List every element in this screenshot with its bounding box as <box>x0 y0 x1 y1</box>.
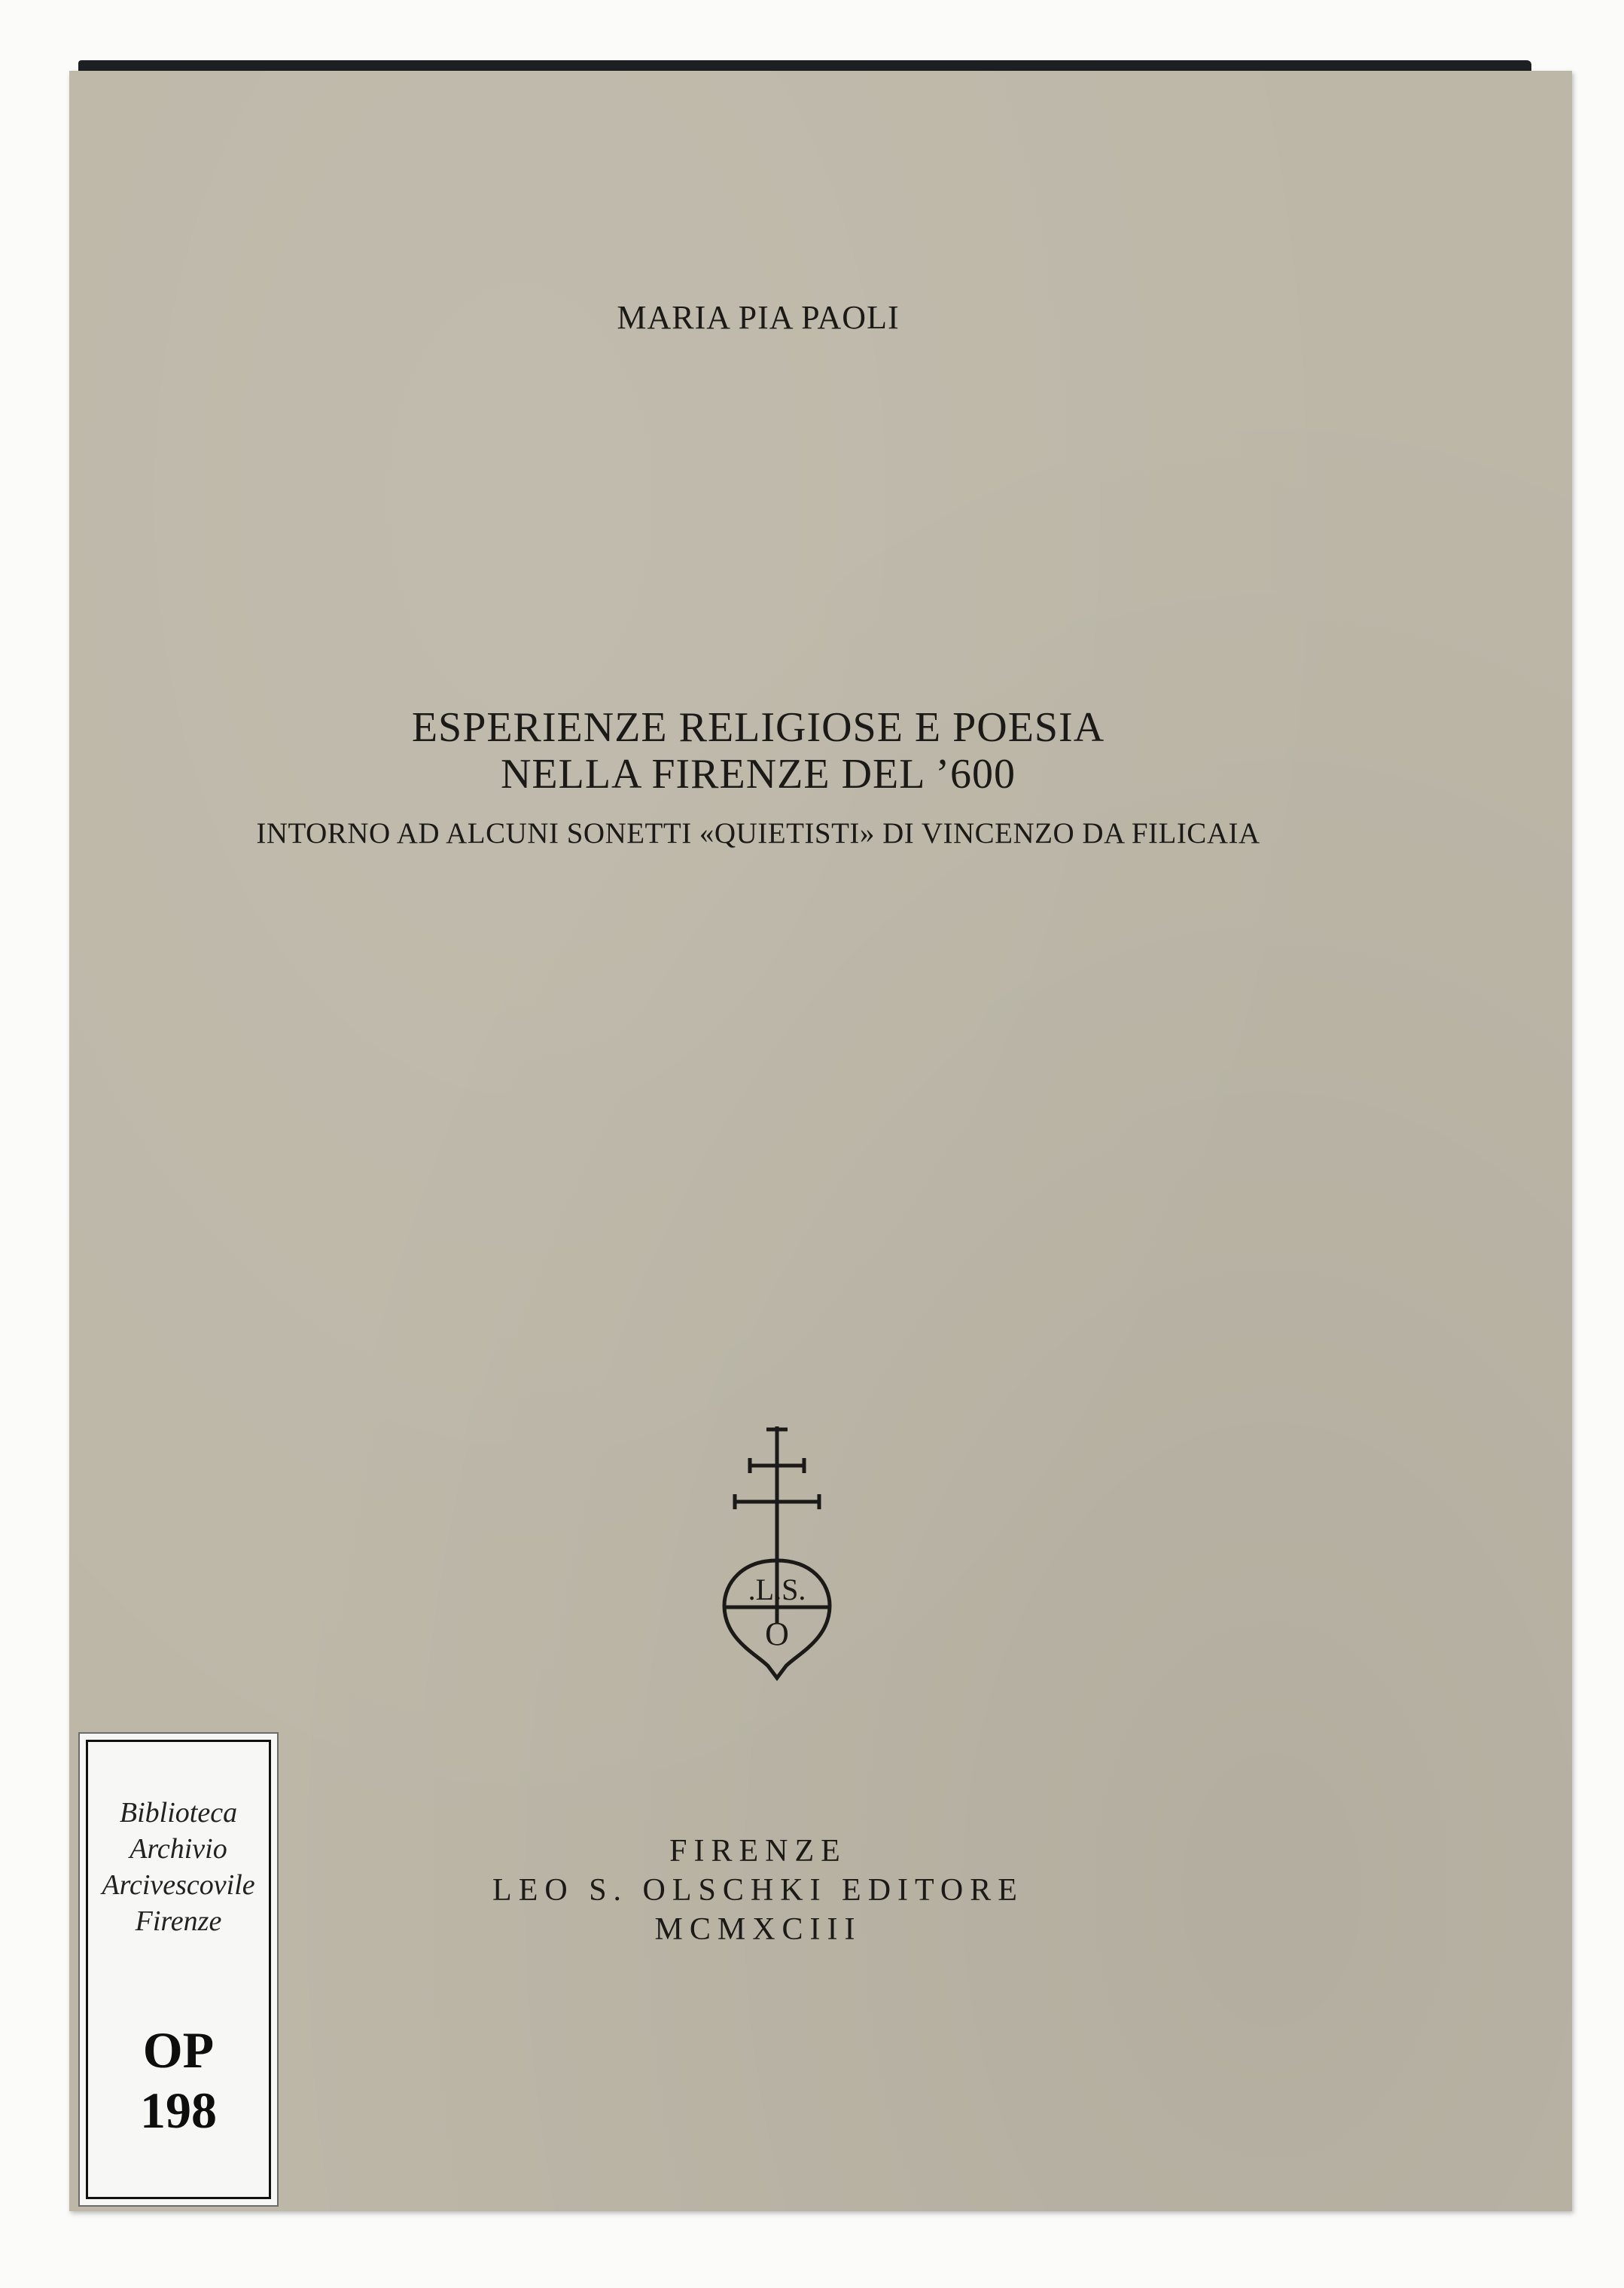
author-name: MARIA PIA PAOLI <box>617 299 900 336</box>
book-cover <box>69 71 1572 2211</box>
library-label-line: Firenze <box>135 1905 222 1937</box>
library-label-line: Biblioteca <box>119 1797 238 1829</box>
mark-letters-top: .L.S. <box>748 1573 806 1606</box>
call-number-prefix: OP <box>142 2021 215 2079</box>
library-label-line: Archivio <box>129 1833 227 1865</box>
imprint-year: MCMXCIII <box>654 1912 862 1947</box>
cross-orb-printer-mark-icon <box>717 1426 837 1743</box>
subtitle: INTORNO AD ALCUNI SONETTI «QUIETISTI» DI VINCENZO DA FILICAIA <box>256 817 1260 850</box>
library-label-border <box>86 1740 271 2199</box>
title-line-2: NELLA FIRENZE DEL ’600 <box>500 751 1016 798</box>
library-label-line: Arcivescovile <box>102 1869 255 1901</box>
imprint-city: FIRENZE <box>669 1834 847 1869</box>
call-number-value: 198 <box>140 2082 217 2139</box>
title-line-1: ESPERIENZE RELIGIOSE E POESIA <box>411 704 1105 751</box>
imprint-publisher: LEO S. OLSCHKI EDITORE <box>492 1873 1024 1908</box>
mark-letter-bottom: O <box>765 1615 789 1652</box>
library-shelf-label <box>78 1732 279 2207</box>
